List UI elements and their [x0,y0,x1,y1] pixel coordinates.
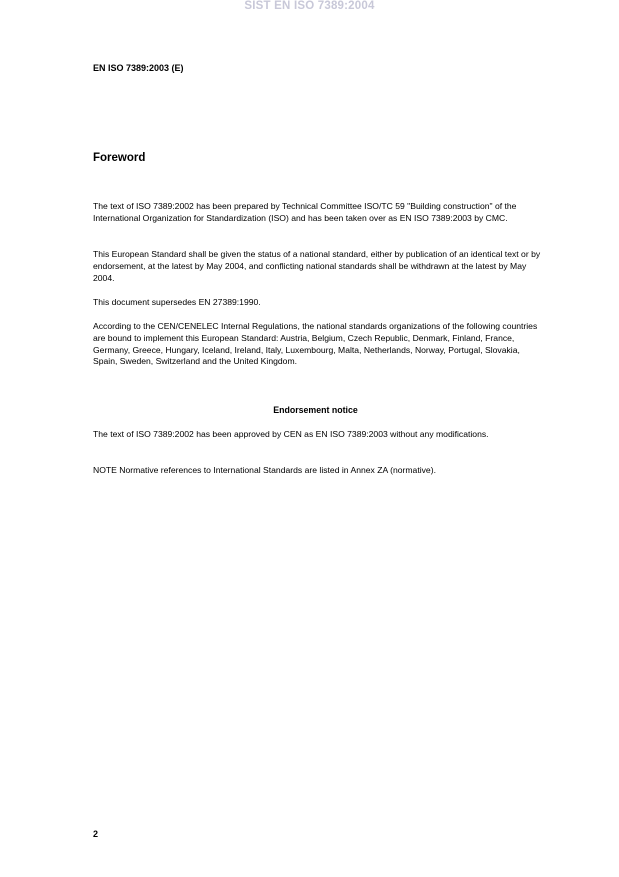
document-id: EN ISO 7389:2003 (E) [93,63,184,73]
page-number: 2 [93,829,99,839]
foreword-paragraph-2: This European Standard shall be given the status of a national standard, either by publication of an identical text or by endorsement, at the latest by May 2004, and conflicting national standards shall be withdrawn at the latest by May 2004. [93,249,541,283]
watermark: SIST EN ISO 7389:2004 [244,0,375,12]
endorsement-text: The text of ISO 7389:2002 has been approved by CEN as EN ISO 7389:2003 without any modifications. [93,429,489,439]
foreword-title: Foreword [93,152,146,164]
endorsement-note: NOTE Normative references to International Standards are listed in Annex ZA (normative). [93,465,436,475]
foreword-paragraph-1: The text of ISO 7389:2002 has been prepared by Technical Committee ISO/TC 59 "Building construction" of the International Organization for Standardization (ISO) and has been taken over as EN ISO 7389:2003 by CMC. [93,201,517,223]
endorsement-title: Endorsement notice [273,405,358,415]
foreword-paragraph-4: According to the CEN/CENELEC Internal Regulations, the national standards organizations of the following countries are bound to implement this European Standard: Austria, Belgium, Czech Republic, Denmark, Finland, France, Germany, Greece, Hungary, Iceland, Ireland, Italy, Luxembourg, Malta, Netherlands, Norway, Portugal, Slovakia, Spain, Sweden, Switzerland and the United Kingdom. [93,321,538,367]
foreword-paragraph-3: This document supersedes EN 27389:1990. [93,297,261,307]
